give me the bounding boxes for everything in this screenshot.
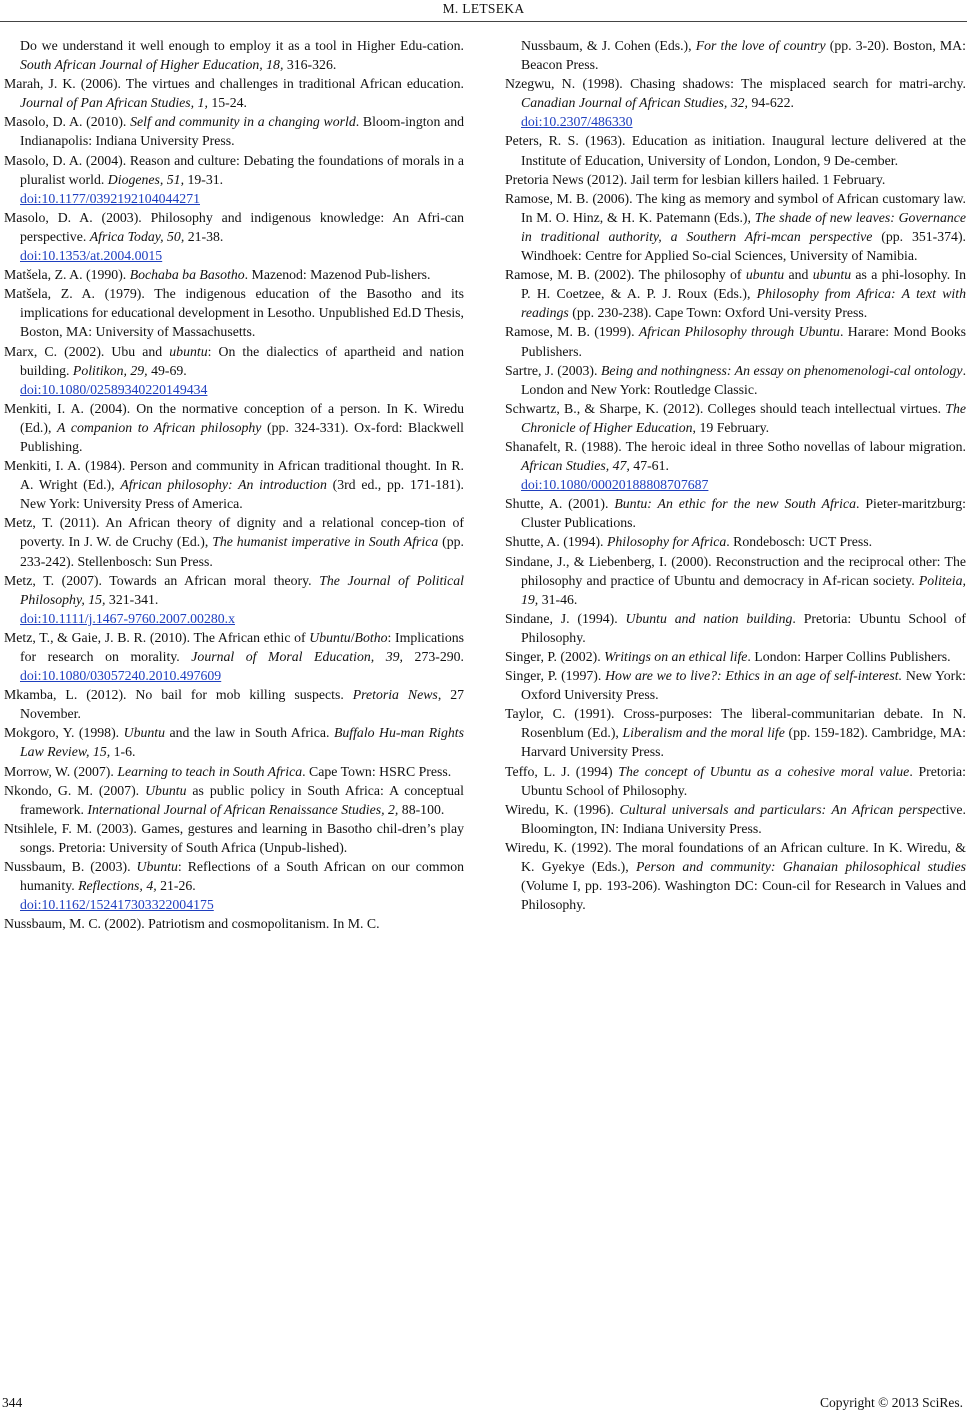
reference-text: . Pretoria: Ubuntu School of Philosophy.	[521, 763, 966, 798]
reference-text: . London: Harper Collins Publishers.	[747, 649, 951, 664]
reference-text: . Rondebosch: UCT Press.	[726, 534, 873, 550]
reference-text: 21-26.	[156, 878, 196, 894]
reference-entry	[4, 857, 464, 914]
reference-italic-text: International Journal of African Renaissance Studies, 2,	[87, 801, 399, 817]
reference-entry	[505, 552, 966, 609]
references-left-column	[4, 36, 464, 933]
reference-entry	[4, 112, 464, 150]
reference-text: . London and New York: Routledge Classic.	[521, 362, 967, 397]
reference-text: Metz, T., & Gaie, J. B. R. (2010). The African ethic of	[4, 629, 310, 645]
reference-text: Shanafelt, R. (1988). The heroic ideal in three Sotho novellas of labour migration.	[505, 438, 966, 454]
reference-entry	[505, 322, 966, 360]
doi-line	[20, 609, 464, 628]
reference-italic-text: The shade of new leaves: Governance in traditional authority, a Southern Afri-mcan perspective	[521, 209, 966, 244]
reference-italic-text: African Studies, 47,	[521, 458, 630, 474]
reference-text: 31-46.	[538, 591, 578, 607]
reference-italic-text: Canadian Journal of African Studies, 32,	[521, 95, 749, 111]
doi-link[interactable]: doi:10.1080/02589340220149434	[20, 381, 208, 397]
reference-text: Masolo, D. A. (2004). Reason and culture: Debating the foundations of morals in a pluralist world.	[4, 152, 464, 187]
reference-entry	[4, 36, 464, 74]
reference-italic-text: South African Journal of Higher Education, 18,	[20, 57, 284, 73]
reference-italic-text: Philosophy for Africa	[606, 534, 727, 550]
reference-text: Schwartz, B., & Sharpe, K. (2012). Colleges should teach intellectual virtues.	[505, 400, 946, 416]
reference-text: Do we understand it well enough to employ it as a tool in Higher Edu-cation.	[20, 38, 464, 53]
reference-italic-text: How are we to live?: Ethics in an age of self-interest.	[605, 668, 903, 684]
doi-link[interactable]: doi:10.1162/152417303322004175	[20, 897, 214, 913]
reference-entry	[505, 838, 966, 914]
reference-italic-text: Politeia, 19,	[521, 572, 966, 607]
reference-italic-text: Ubuntu	[145, 782, 187, 798]
reference-text: Masolo, D. A. (2003). Philosophy and indigenous knowledge: An Afri-can perspective.	[4, 209, 464, 244]
reference-entry	[4, 74, 464, 112]
reference-entry	[505, 762, 966, 800]
reference-text: Mokgoro, Y. (1998).	[4, 725, 124, 741]
doi-line	[521, 475, 966, 494]
reference-text: 19-31.	[184, 171, 224, 187]
reference-entry	[4, 781, 464, 819]
reference-text: Nkondo, G. M. (2007).	[4, 782, 146, 798]
reference-text: 321-341.	[105, 591, 159, 607]
doi-link[interactable]: doi:10.2307/486330	[521, 114, 633, 130]
reference-text: Matšela, Z. A. (1979). The indigenous education of the Basotho and its implications for educational development in Lesotho. Unpublished Ed.D Thesis, Boston, MA: University of Massachusetts.	[4, 286, 464, 340]
reference-text: 49-69.	[147, 362, 187, 378]
doi-line	[20, 895, 464, 914]
doi-link[interactable]: doi:10.1111/j.1467-9760.2007.00280.x	[20, 610, 235, 626]
reference-italic-text: For the love of country	[695, 38, 826, 53]
reference-italic-text: Reflections, 4,	[78, 878, 157, 894]
reference-entry	[4, 151, 464, 208]
doi-link[interactable]: doi:10.1177/0392192104044271	[20, 190, 200, 206]
reference-italic-text: Ubuntu	[123, 725, 166, 741]
reference-text: Nussbaum, B. (2003).	[4, 859, 137, 875]
reference-italic-text: ubuntu	[812, 267, 852, 283]
reference-text: Wiredu, K. (1996).	[505, 801, 620, 817]
page-number: 344	[2, 1395, 23, 1410]
reference-text: 21-38.	[184, 228, 224, 244]
reference-text: Shutte, A. (2001).	[505, 496, 615, 512]
reference-entry	[505, 399, 966, 437]
reference-entry	[4, 685, 464, 723]
reference-entry	[4, 513, 464, 570]
reference-text: Menkiti, I. A. (1984). Person and community in African traditional thought. In R. A. Wright (Ed.),	[4, 458, 464, 493]
reference-entry	[4, 628, 464, 685]
reference-entry	[505, 36, 966, 74]
reference-italic-text: The Journal of Political Philosophy, 15,	[20, 572, 464, 607]
reference-text: . Mazenod: Mazenod Pub-lishers.	[244, 267, 431, 283]
reference-text: (pp. 351-374). Windhoek: Centre for Applied So-cial Sciences, University of Namibia.	[521, 228, 966, 264]
reference-italic-text: Journal of Moral Education, 39,	[191, 649, 404, 664]
reference-text: Morrow, W. (2007).	[4, 763, 118, 779]
reference-italic-text: Botho	[354, 629, 388, 645]
copyright-notice: Copyright © 2013 SciRes.	[819, 1395, 963, 1410]
reference-text: Ramose, M. B. (1999).	[505, 324, 639, 340]
reference-entry	[505, 532, 966, 551]
reference-entry	[505, 131, 966, 169]
reference-entry	[505, 666, 966, 704]
reference-text: 47-61.	[629, 458, 669, 474]
reference-text: Ramose, M. B. (2006). The king as memory and symbol of African customary law. In M. O. Hinz, & H. K. Patemann (Eds.),	[505, 190, 966, 225]
reference-text: Masolo, D. A. (2010).	[4, 114, 131, 130]
reference-italic-text: The concept of Ubuntu as a cohesive moral value	[618, 763, 910, 779]
reference-entry	[505, 265, 966, 322]
doi-line	[20, 380, 464, 399]
reference-italic-text: Cultural universals and particulars: An African perspe	[619, 801, 936, 817]
reference-text: . Harare: Mond Books Publishers.	[521, 324, 966, 359]
reference-text: as public policy in South Africa: A conceptual framework.	[20, 782, 464, 817]
reference-text: . Bloom-ington and Indianapolis: Indiana University Press.	[20, 114, 465, 149]
reference-text: and the law in South Africa.	[165, 725, 334, 741]
reference-entry	[4, 571, 464, 628]
reference-entry	[4, 762, 464, 781]
doi-line	[20, 189, 464, 208]
reference-entry	[505, 170, 966, 189]
reference-text: Metz, T. (2007). Towards an African moral theory.	[4, 572, 320, 588]
reference-text: . Pretoria: Ubuntu School of Philosophy.	[521, 610, 967, 645]
reference-text: and	[784, 267, 813, 283]
reference-text: (pp. 159-182). Cambridge, MA: Harvard University Press.	[521, 725, 966, 760]
reference-entry	[4, 342, 464, 399]
running-head: M. LETSEKA	[442, 1, 525, 16]
reference-italic-text: Being and nothingness: An essay on phenomenologi-cal ontology	[601, 362, 963, 378]
reference-text: , 27 November.	[20, 687, 465, 722]
reference-italic-text: Journal of Pan African Studies, 1,	[20, 95, 208, 111]
reference-text: /	[350, 629, 355, 645]
reference-entry	[505, 361, 966, 399]
reference-text: : Implications for research on morality.	[20, 629, 464, 664]
reference-entry	[4, 723, 464, 761]
reference-text: (3rd ed., pp. 171-181). New York: University Press of America.	[20, 477, 464, 512]
reference-italic-text: Politikon, 29,	[72, 362, 148, 378]
reference-italic-text: Learning to teach in South Africa	[117, 763, 303, 779]
reference-text: (pp. 324-331). Ox-ford: Blackwell Publishing.	[20, 419, 464, 454]
reference-text: 15-24.	[207, 95, 248, 111]
reference-text: (pp. 230-238). Cape Town: Oxford Uni-versity Press.	[568, 305, 868, 321]
reference-italic-text: Pretoria News	[352, 687, 438, 703]
reference-entry	[505, 704, 966, 761]
reference-italic-text: A companion to African philosophy	[57, 419, 262, 435]
reference-text: 273-290.	[403, 649, 464, 664]
reference-text: , 19 February.	[692, 419, 770, 435]
reference-italic-text: Ubuntu	[309, 629, 351, 645]
reference-italic-text: Buffalo Hu-man Rights Law Review, 15,	[20, 725, 464, 760]
reference-italic-text: Self and community in a changing world	[130, 114, 356, 130]
doi-link[interactable]: doi:10.1080/03057240.2010.497609	[20, 668, 222, 684]
reference-text: . Cape Town: HSRC Press.	[302, 763, 452, 779]
reference-italic-text: Philosophy from Africa: A text with readings	[521, 286, 966, 321]
header-rule	[0, 21, 967, 22]
reference-text: Menkiti, I. A. (2004). On the normative conception of a person. In K. Wiredu (Ed.),	[4, 400, 464, 435]
reference-entry	[4, 284, 464, 341]
reference-italic-text: Ubuntu and nation building	[625, 610, 793, 626]
reference-italic-text: Diogenes, 51,	[107, 171, 185, 187]
reference-italic-text: Bochaba ba Basotho	[129, 267, 245, 283]
doi-link[interactable]: doi:10.1353/at.2004.0015	[20, 248, 163, 264]
reference-text: New York: Oxford University Press.	[521, 668, 966, 703]
reference-text: Nussbaum, & J. Cohen (Eds.),	[521, 38, 696, 53]
reference-text: 88-100.	[398, 801, 445, 817]
reference-italic-text: Writings on an ethical life	[604, 649, 748, 664]
reference-entry	[505, 647, 966, 666]
reference-italic-text: The Chronicle of Higher Education	[521, 400, 966, 435]
reference-entry	[505, 609, 966, 647]
reference-text: Sindane, J. (1994).	[505, 610, 626, 626]
reference-text: Mkamba, L. (2012). No bail for mob killing suspects.	[4, 687, 353, 703]
reference-italic-text: ubuntu	[169, 343, 208, 359]
reference-text: Sindane, J., & Liebenberg, I. (2000). Reconstruction and the reciprocal other: The philosophy and practice of Ubuntu and democracy in Af-rican society.	[505, 553, 966, 588]
reference-text: Singer, P. (1997).	[505, 668, 606, 684]
reference-text: 316-326.	[283, 57, 337, 73]
reference-italic-text: Liberalism and the moral life	[622, 725, 785, 741]
reference-text: Marah, J. K. (2006). The virtues and challenges in traditional African education.	[4, 76, 464, 92]
doi-link[interactable]: doi:10.1080/00020188808707687	[521, 477, 709, 493]
reference-text: Pretoria News (2012). Jail term for lesbian killers hailed. 1 February.	[505, 171, 886, 187]
reference-text: Shutte, A. (1994).	[505, 534, 607, 550]
reference-italic-text: African Philosophy through Ubuntu	[638, 324, 840, 340]
reference-text: Peters, R. S. (1963). Education as initiation. Inaugural lecture delivered at the Institute of Education, University of London, London, 9 De-cember.	[505, 133, 966, 168]
reference-text: (pp. 233-242). Stellenbosch: Sun Press.	[20, 534, 465, 569]
reference-text: as a phi-losophy. In P. H. Coetzee, & A. P. J. Roux (Eds.),	[521, 267, 966, 302]
reference-entry	[4, 914, 464, 933]
reference-text: Wiredu, K. (1992). The moral foundations of an African culture. In K. Wiredu, & K. Gyekye (Eds.),	[505, 839, 966, 875]
reference-text: : On the dialectics of apartheid and nation building.	[20, 343, 464, 378]
reference-text: Ramose, M. B. (2002). The philosophy of	[505, 267, 746, 283]
reference-entry	[505, 437, 966, 494]
doi-line	[20, 246, 464, 265]
reference-text: Marx, C. (2002). Ubu and	[4, 343, 170, 359]
reference-entry	[4, 208, 464, 265]
reference-text: Metz, T. (2011). An African theory of dignity and a relational concep-tion of poverty. In J. W. de Cruchy (Ed.),	[4, 515, 464, 550]
reference-text: ctive. Bloomington, IN: Indiana University Press.	[521, 801, 966, 836]
reference-text: Matšela, Z. A. (1990).	[4, 267, 130, 283]
reference-text: Taylor, C. (1991). Cross-purposes: The liberal-communitarian debate. In N. Rosenblum (Ed.),	[505, 706, 966, 741]
reference-text: Nzegwu, N. (1998). Chasing shadows: The misplaced search for matri-archy.	[505, 76, 966, 92]
reference-italic-text: ubuntu	[745, 267, 785, 283]
reference-text: Ntsihlele, F. M. (2003). Games, gestures and learning in Basotho chil-dren’s play songs. Pretoria: University of South Africa (Unpub-lished).	[4, 820, 464, 855]
reference-text: (pp. 3-20). Boston, MA: Beacon Press.	[521, 38, 966, 73]
reference-text: Nussbaum, M. C. (2002). Patriotism and cosmopolitanism. In M. C.	[4, 916, 380, 932]
reference-italic-text: Africa Today, 50,	[89, 228, 185, 244]
reference-italic-text: Person and community: Ghanaian philosophical studies	[635, 859, 966, 875]
doi-line	[521, 112, 966, 131]
references-right-column	[505, 36, 966, 914]
reference-text: 1-6.	[110, 744, 136, 760]
reference-text: . Pieter-maritzburg: Cluster Publications.	[521, 496, 966, 531]
reference-italic-text: Ubuntu	[136, 859, 178, 875]
reference-text: Sartre, J. (2003).	[505, 362, 601, 378]
reference-italic-text: Buntu: An ethic for the new South Africa	[614, 496, 857, 512]
reference-text: Singer, P. (2002).	[505, 649, 605, 664]
reference-entry	[4, 265, 464, 284]
reference-entry	[505, 800, 966, 838]
reference-entry	[505, 189, 966, 265]
reference-entry	[4, 819, 464, 857]
reference-entry	[4, 456, 464, 513]
reference-entry	[505, 74, 966, 131]
reference-text: (Volume I, pp. 193-206). Washington DC: Coun-cil for Research in Values and Philosophy.	[521, 878, 966, 913]
reference-text: 94-622.	[748, 95, 795, 111]
reference-text: : Reflections of a South African on our common humanity.	[20, 859, 464, 894]
reference-entry	[4, 399, 464, 456]
reference-text: Teffo, L. J. (1994)	[505, 763, 619, 779]
reference-entry	[505, 494, 966, 532]
reference-italic-text: The humanist imperative in South Africa	[212, 534, 439, 550]
reference-italic-text: African philosophy: An introduction	[120, 477, 327, 493]
